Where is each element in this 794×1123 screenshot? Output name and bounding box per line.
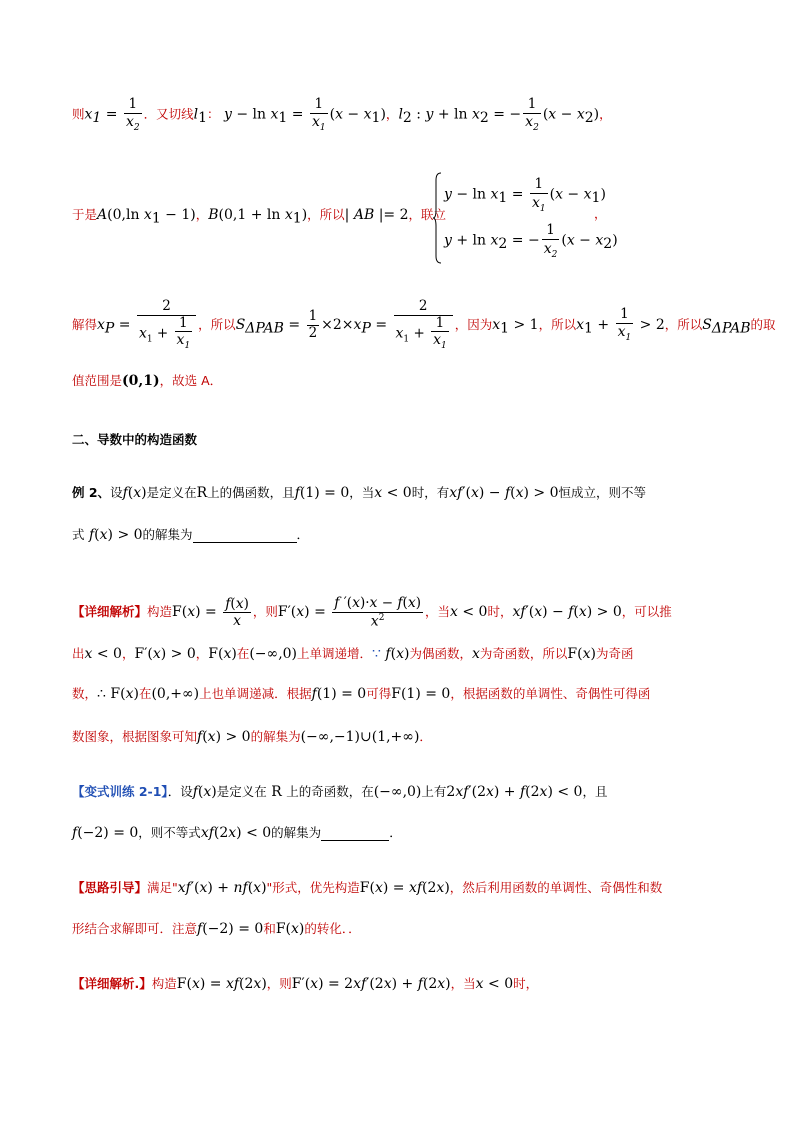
system-trailing-comma: ， (594, 206, 607, 221)
hint-line2: 形结合求解即可．注意f(−2) = 0和F(x)的转化．． (72, 921, 361, 937)
solution-1-line1: 【详细解析】构造F(x) = $\frac{f(x)}{x}$ ，则F′(x) = $\frac{f '(x)\cdot x - f(x)}{x^2}$ ，当x < 0时，xf′(x) − f(x) > 0，可以推 (72, 595, 672, 629)
solution-2-line1: 【详细解析.】构造F(x) = xf(2x)，则F′(x) = 2xf′(2x) + f(2x)，当x < 0时， (72, 976, 539, 992)
para-area-result: 解得$x_P$ = 2 $x_1$ + $\frac{1}{x_1}$ ，所以$S_{\Delta PAB}$ = $\frac{1}{2}$ $\times 2\times x_P$ = 2 $x_1$ + $\frac{1}{x_1}$ ，因为$x_1 > 1$，所以$x_1$ + $\frac{1}{x_1}$ > 2，所以$S_{\Delta PAB}$的取 (72, 298, 776, 351)
section-title: 二、导数中的构造函数 (72, 432, 198, 447)
solution-1-line4: 数图象，根据图象可知f(x) > 0的解集为(−∞,−1)∪(1,+∞)． (72, 729, 432, 745)
variant-2-1-line1: 【变式训练 2-1】．设f(x)是定义在 R 上的奇函数，在(−∞,0)上有2xf′(2x) + f(2x) < 0，且 (72, 784, 608, 800)
left-brace-icon (432, 172, 442, 264)
variant-2-1-line2: f(−2) = 0，则不等式xf(2x) < 0的解集为 ． (72, 825, 402, 841)
solution-1-line3: 数，∴ F(x)在(0,+∞)上也单调递减．根据f(1) = 0可得F(1) = 0，根据函数的单调性、奇偶性可得函 (72, 686, 651, 702)
solution-1-line2: 出x < 0，F′(x) > 0，F(x)在(−∞,0)上单调递增．∵ f(x)为偶函数，x为奇函数，所以F(x)为奇函 (72, 646, 634, 662)
para-range: 值范围是(0,1)，故选 A． (72, 373, 223, 389)
example-2-line2: 式 f(x) > 0的解集为 ． (72, 527, 310, 543)
para-points-ab: 于是A(0,ln $x_1 - 1$)，$B(0,1 + \ln x_1)$，所以| AB |= 2，联立 (72, 207, 447, 227)
para-tangent-lines: 则$x_1$ = $\frac{1}{x_2}$ ．又切线$l_1$： $y - \ln x_1$ = $\frac{1}{x_1}$ $(x - x_1)$，$l_2$ : $y + \ln x_2$ = − $\frac{1}{x_2}$ $(x - x_2)$， (72, 96, 612, 133)
equation-system: $y - \ln x_1$ = $\frac{1}{x_1}$ $(x - x_1)$ $y + \ln x_2$ = − $\frac{1}{x_2}$ $(x - x_2)$ (432, 172, 582, 264)
example-2-line1: 例 2、设f(x)是定义在R上的偶函数，且f(1) = 0，当x < 0时，有xf′(x) − f(x) > 0恒成立，则不等 (72, 485, 647, 501)
answer-blank[interactable] (193, 529, 297, 543)
hint-line1: 【思路引导】满足"xf′(x) + nf(x)"形式，优先构造F(x) = xf(2x)，然后利用函数的单调性、奇偶性和数 (72, 880, 663, 896)
answer-blank-variant[interactable] (321, 827, 389, 841)
